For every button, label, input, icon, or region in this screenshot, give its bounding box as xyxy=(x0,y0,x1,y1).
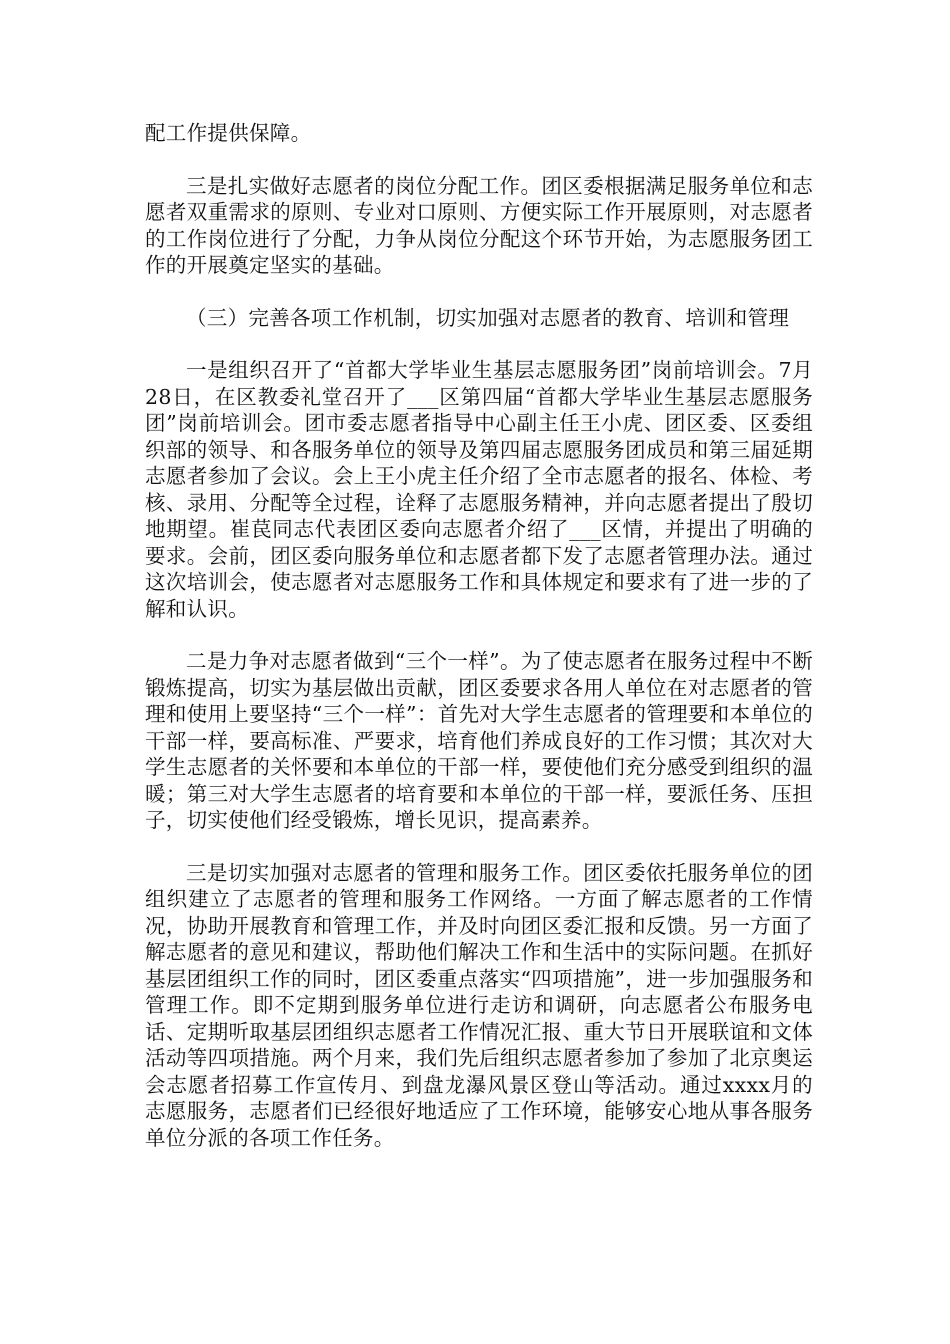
paragraph-gap xyxy=(0,147,950,173)
paragraph-gap xyxy=(0,834,950,860)
paragraph-gap xyxy=(0,331,950,357)
paragraph-3: 一是组织召开了“首都大学毕业生基层志愿服务团”岗前培训会。7月28日，在区教委礼堂召开了___区第四届“首都大学毕业生基层志愿服务团”岗前培训会。团市委志愿者指导中心副主任王小虎、团区委、区委组织部的领导、和各服务单位的领导及第四届志愿服务团成员和第三届延期志愿者参加了会议。会上王小虎主任介绍了全市志愿者的报名、体检、考核、录用、分配等全过程，诠释了志愿服务精神，并向志愿者提出了殷切地期望。崔苠同志代表团区委向志愿者介绍了___区情，并提出了明确的要求。会前，团区委向服务单位和志愿者都下发了志愿者管理办法。通过这次培训会，使志愿者对志愿服务工作和具体规定和要求有了进一步的了解和认识。 xyxy=(145,358,813,621)
paragraph-2: 三是扎实做好志愿者的岗位分配工作。团区委根据满足服务单位和志愿者双重需求的原则、专业对口原则、方便实际工作开展原则，对志愿者的工作岗位进行了分配，力争从岗位分配这个环节开始，为志愿服务团工作的开展奠定坚实的基础。 xyxy=(145,173,813,277)
paragraph-5: 三是切实加强对志愿者的管理和服务工作。团区委依托服务单位的团组织建立了志愿者的管理和服务工作网络。一方面了解志愿者的工作情况，协助开展教育和管理工作，并及时向团区委汇报和反馈。另一方面了解志愿者的意见和建议，帮助他们解决工作和生活中的实际问题。在抓好基层团组织工作的同时，团区委重点落实“四项措施”，进一步加强服务和管理工作。即不定期到服务单位进行走访和调研，向志愿者公布服务电话、定期听取基层团组织志愿者工作情况汇报、重大节日开展联谊和文体活动等四项措施。两个月来，我们先后组织志愿者参加了参加了北京奥运会志愿者招募工作宣传月、到盘龙瀑风景区登山等活动。通过xxxx月的志愿服务，志愿者们已经很好地适应了工作环境，能够安心地从事各服务单位分派的各项工作任务。 xyxy=(145,860,813,1150)
paragraph-1: 配工作提供保障。 xyxy=(145,121,312,145)
section-heading: （三）完善各项工作机制，切实加强对志愿者的教育、培训和管理 xyxy=(186,305,790,330)
paragraph-4: 二是力争对志愿者做到“三个一样”。为了使志愿者在服务过程中不断锻炼提高，切实为基层做出贡献，团区委要求各用人单位在对志愿者的管理和使用上要坚持“三个一样”：首先对大学生志愿者的管理要和本单位的干部一样，要高标准、严要求，培育他们养成良好的工作习惯；其次对大学生志愿者的关怀要和本单位的干部一样，要使他们充分感受到组织的温暖；第三对大学生志愿者的培育要和本单位的干部一样，要派任务、压担子，切实使他们经受锻炼，增长见识，提高素养。 xyxy=(145,649,813,832)
paragraph-gap xyxy=(0,622,950,648)
paragraph-gap xyxy=(0,279,950,305)
